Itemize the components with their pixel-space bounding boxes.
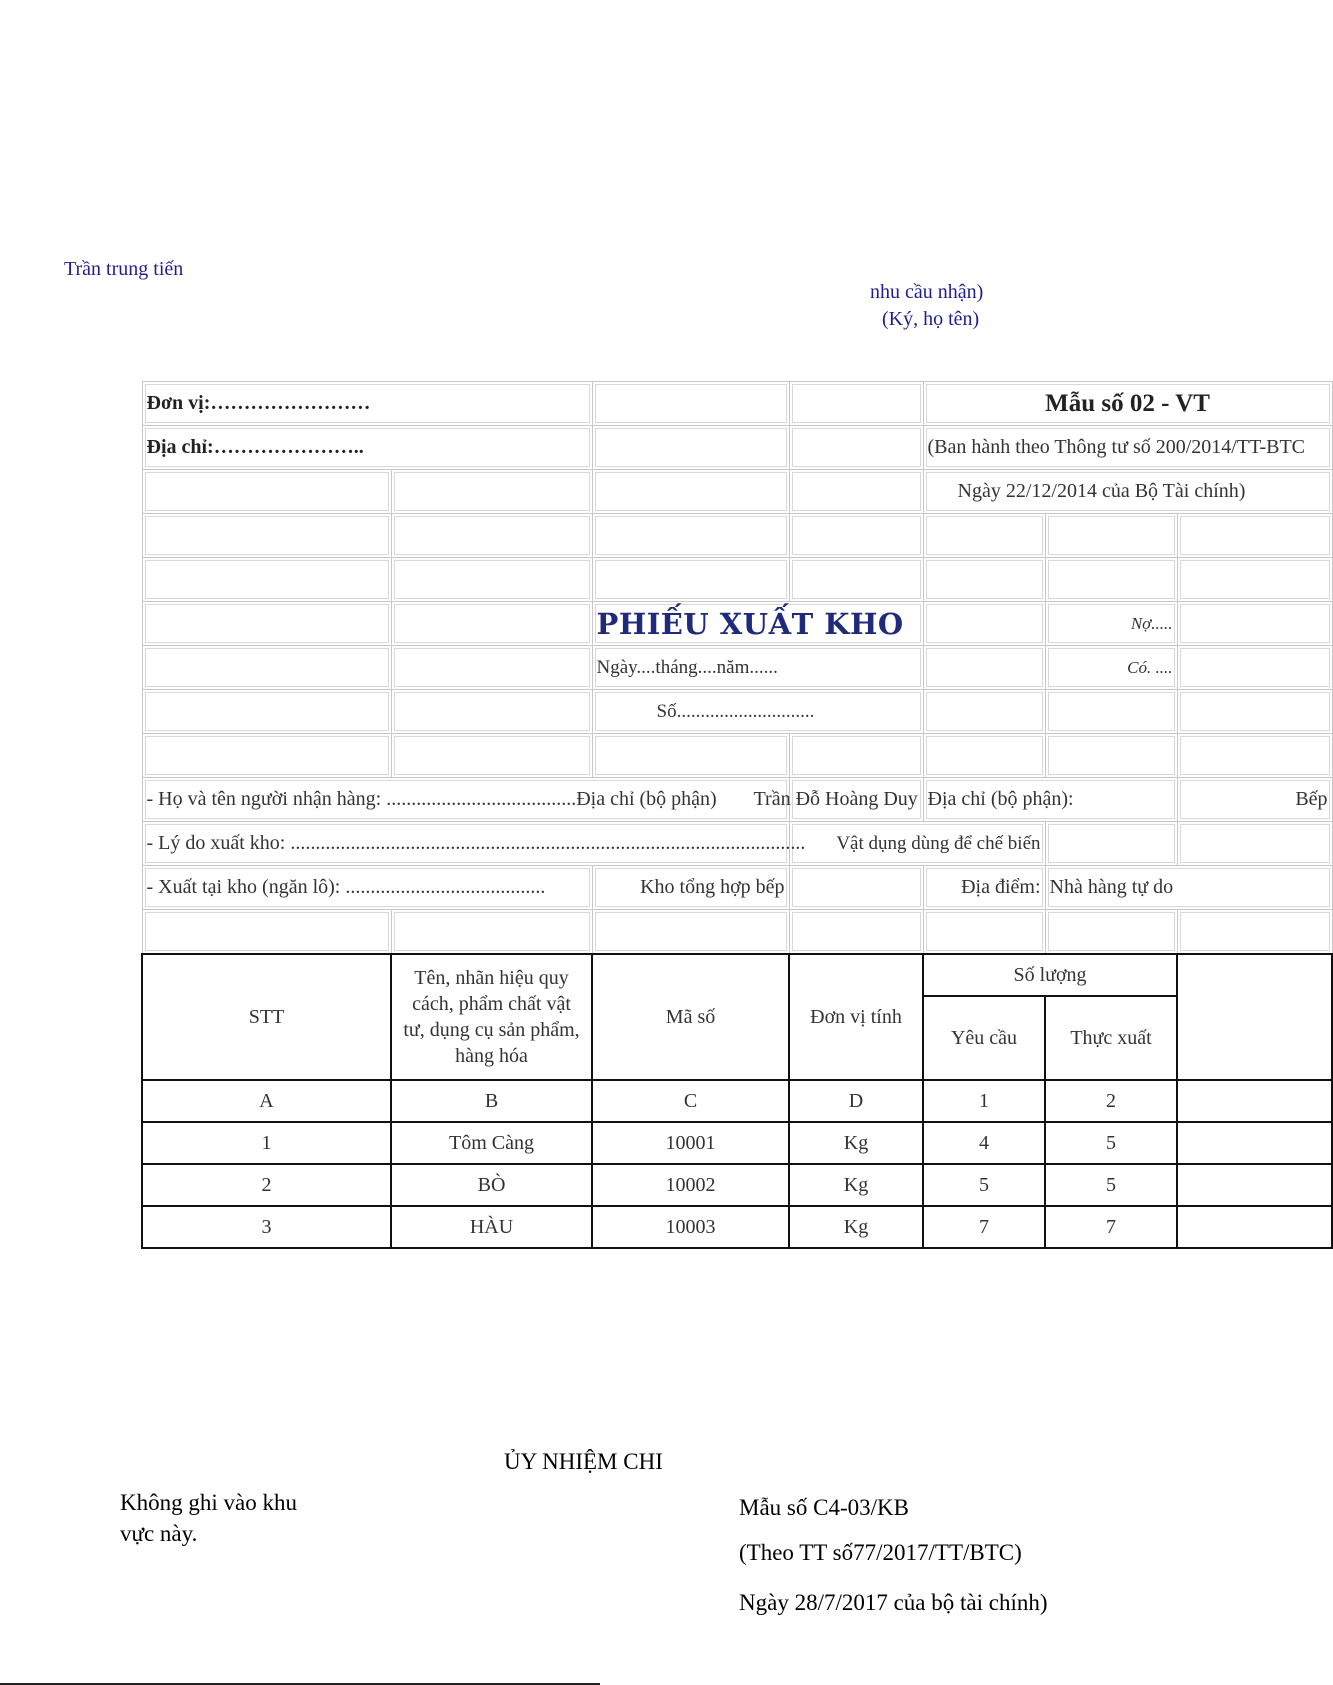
ngay-ban-hanh: Ngày 22/12/2014 của Bộ Tài chính)	[923, 470, 1332, 514]
dia-diem-label: Địa điểm:	[923, 866, 1045, 910]
header-don-vi-tinh: Đơn vị tính	[789, 954, 923, 1080]
uy-nhiem-chi-title: ỦY NHIỆM CHI	[504, 1449, 663, 1474]
signer-name: Trần trung tiến	[64, 258, 184, 280]
note-line-1: Không ghi vào khu	[120, 1490, 297, 1515]
dia-chi-bo-phan-value: Bếp	[1177, 778, 1332, 822]
signature-note-line2: (Ký, họ tên)	[882, 308, 980, 330]
letter-row: A B C D 1 2	[142, 1080, 1332, 1122]
ly-do-label: - Lý do xuất kho: .......................................................................................................	[142, 822, 789, 866]
don-vi: Đơn vị:……………………	[142, 382, 592, 426]
xuat-tai-kho-label: - Xuất tại kho (ngăn lô): ........................................	[142, 866, 592, 910]
header-stt: STT	[142, 954, 391, 1080]
document-title: PHIẾU XUẤT KHO	[592, 602, 923, 646]
table-row: 3 HÀU 10003 Kg 7 7	[142, 1206, 1332, 1248]
ngay-ban-hanh-c4: Ngày 28/7/2017 của bộ tài chính)	[739, 1590, 1048, 1615]
ly-do-value: Vật dụng dùng để chế biến	[789, 822, 1045, 866]
co-label: Có. ....	[1045, 646, 1177, 690]
table-row: 1 Tôm Càng 10001 Kg 4 5	[142, 1122, 1332, 1164]
so-phieu: Số.............................	[592, 690, 923, 734]
dia-diem-value: Nhà hàng tự do	[1045, 866, 1332, 910]
mau-so-02: Mẫu số 02 - VT	[923, 382, 1332, 426]
ban-hanh-note: (Ban hành theo Thông tư số 200/2014/TT-BTC	[923, 426, 1332, 470]
signature-note-line1: nhu cầu nhận)	[870, 281, 984, 303]
dia-chi: Địa chỉ:…………………..	[142, 426, 592, 470]
header-ten: Tên, nhãn hiệu quy cách, phẩm chất vật tư, dụng cụ sản phẩm, hàng hóa	[391, 954, 592, 1080]
phieu-xuat-kho-sheet	[141, 381, 1328, 1251]
header-thuc-xuat: Thực xuất	[1045, 996, 1177, 1080]
header-so-luong: Số lượng	[923, 954, 1177, 996]
nguoi-nhan-value: Trần Đỗ Hoàng Duy	[789, 778, 923, 822]
kho-value: Kho tổng hợp bếp	[592, 866, 789, 910]
table-row: 2 BÒ 10002 Kg 5 5	[142, 1164, 1332, 1206]
note-line-2: vực này.	[120, 1521, 198, 1546]
dia-chi-bo-phan-label: Địa chỉ (bộ phận):	[923, 778, 1177, 822]
nguoi-nhan-label: - Họ và tên người nhận hàng: ......................................Địa chỉ (bộ phận)	[142, 778, 789, 822]
theo-thong-tu: (Theo TT số77/2017/TT/BTC)	[739, 1540, 1022, 1565]
header-yeu-cau: Yêu cầu	[923, 996, 1045, 1080]
header-ma-so: Mã số	[592, 954, 789, 1080]
no-label: Nợ.....	[1045, 602, 1177, 646]
ngay-thang-nam: Ngày....tháng....năm......	[592, 646, 923, 690]
mau-so-c4: Mẫu số C4-03/KB	[739, 1495, 909, 1520]
